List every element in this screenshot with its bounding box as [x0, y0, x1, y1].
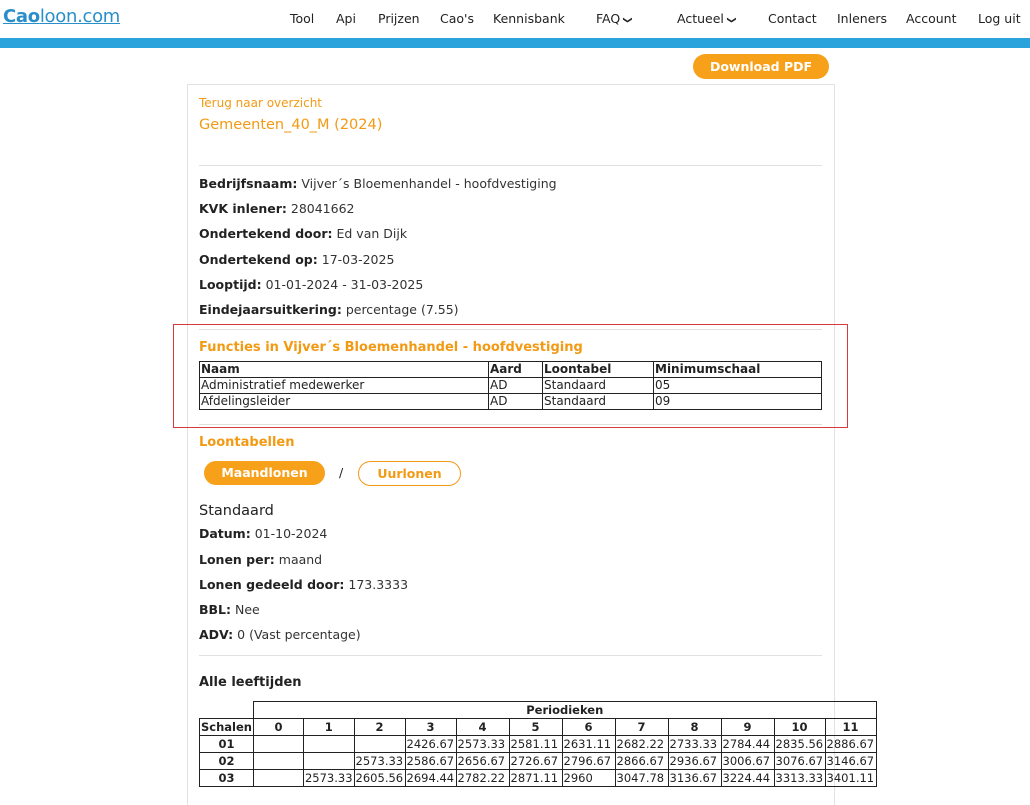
schaal-cell: 01 [200, 736, 254, 753]
periodieken-header: Periodieken [253, 702, 876, 719]
cell-aard: AD [489, 378, 543, 394]
cell-loontabel: Standaard [543, 378, 654, 394]
value-cell: 2573.33 [456, 736, 509, 753]
nav-tool[interactable]: Tool [290, 11, 315, 26]
value-cell: 2605.56 [355, 771, 404, 785]
adv-row: ADV: 0 (Vast percentage) [199, 627, 361, 642]
value-cell: 2960 [562, 770, 615, 787]
header-accent-bar [0, 38, 1030, 48]
value-cell: 2936.67 [668, 753, 721, 770]
col-header: 8 [668, 719, 721, 736]
ondertekend-door-row: Ondertekend door: Ed van Dijk [199, 226, 408, 241]
value-cell: 2426.67 [406, 737, 455, 751]
table-row [200, 770, 877, 787]
datum-row: Datum: 01-10-2024 [199, 526, 328, 541]
nav-inleners[interactable]: Inleners [837, 11, 888, 26]
alle-leeftijden-heading: Alle leeftijden [199, 675, 302, 690]
col-minimumschaal: Minimumschaal [654, 362, 822, 378]
value-cell: 2656.67 [456, 753, 509, 770]
empty-corner [200, 702, 254, 719]
schaal-cell: 02 [200, 753, 254, 770]
value-cell: 2573.33 [304, 771, 353, 785]
ondertekend-op-row: Ondertekend op: 17-03-2025 [199, 252, 395, 267]
toggle-separator: / [339, 465, 344, 480]
col-naam: Naam [200, 362, 489, 378]
value-cell [253, 770, 303, 787]
looptijd-row: Looptijd: 01-01-2024 - 31-03-2025 [199, 277, 424, 292]
value-cell: 2871.11 [509, 770, 562, 787]
value-cell [253, 736, 303, 753]
col-header: 7 [615, 719, 668, 736]
value-cell: 3047.78 [615, 770, 668, 787]
functies-heading: Functies in Vijver´s Bloemenhandel - hoofdvestiging [199, 340, 583, 355]
value-cell [303, 736, 354, 753]
value-cell: 2796.67 [562, 753, 615, 770]
chevron-down-icon: ❯ [725, 16, 736, 24]
bedrijfsnaam-row: Bedrijfsnaam: Vijver´s Bloemenhandel - hoofdvestiging [199, 176, 557, 191]
chevron-down-icon: ❯ [621, 16, 632, 24]
col-loontabel: Loontabel [543, 362, 654, 378]
divider [199, 424, 822, 425]
value-cell: 2682.22 [615, 736, 668, 753]
divider [199, 165, 822, 166]
cell-naam: Afdelingsleider [200, 394, 489, 410]
table-header-row [200, 362, 822, 378]
value-cell: 2581.11 [509, 736, 562, 753]
loontabel-table [199, 701, 877, 787]
nav-prijzen[interactable]: Prijzen [378, 11, 420, 26]
value-cell: 3224.44 [721, 770, 774, 787]
divider [199, 655, 822, 656]
value-cell [303, 753, 354, 770]
nav-faq[interactable]: FAQ ❯ [596, 11, 632, 26]
nav-api[interactable]: Api [336, 11, 356, 26]
value-cell: 2733.33 [668, 736, 721, 753]
table-header-row [200, 719, 877, 736]
nav-kennisbank[interactable]: Kennisbank [493, 11, 565, 26]
loontabellen-heading: Loontabellen [199, 435, 295, 450]
cell-minimumschaal: 05 [654, 378, 822, 394]
kvk-row: KVK inlener: 28041662 [199, 201, 355, 216]
value-cell: 3006.67 [721, 753, 774, 770]
col-header: 1 [303, 719, 354, 736]
uurlonen-button[interactable]: Uurlonen [358, 461, 461, 486]
value-cell: 2782.22 [456, 770, 509, 787]
value-cell: 2784.44 [721, 736, 774, 753]
table-row [200, 736, 877, 753]
value-cell: 3146.67 [826, 754, 875, 768]
schaal-cell: 03 [200, 770, 254, 787]
value-cell: 2573.33 [355, 754, 404, 768]
col-header: 9 [721, 719, 774, 736]
page-title: Gemeenten_40_M (2024) [199, 117, 383, 133]
nav-log-uit[interactable]: Log uit [978, 11, 1021, 26]
value-cell: 2835.56 [775, 737, 824, 751]
schalen-header: Schalen [201, 720, 252, 734]
value-cell: 2631.11 [562, 736, 615, 753]
table-header-row [200, 702, 877, 719]
eindejaar-row: Eindejaarsuitkering: percentage (7.55) [199, 302, 459, 317]
col-aard: Aard [489, 362, 543, 378]
table-row [200, 378, 822, 394]
col-header: 10 [774, 719, 825, 736]
value-cell: 3076.67 [775, 754, 824, 768]
value-cell: 3401.11 [826, 771, 875, 785]
table-row [200, 753, 877, 770]
top-navbar [0, 0, 1030, 38]
col-header: 5 [509, 719, 562, 736]
value-cell [354, 736, 405, 753]
nav-actueel[interactable]: Actueel ❯ [677, 11, 736, 26]
value-cell: 2586.67 [406, 754, 455, 768]
value-cell: 2694.44 [406, 771, 455, 785]
value-cell: 2726.67 [509, 753, 562, 770]
col-header: 0 [253, 719, 303, 736]
value-cell [253, 753, 303, 770]
cell-minimumschaal: 09 [654, 394, 822, 410]
functies-table [199, 361, 822, 410]
col-header: 11 [825, 719, 876, 736]
value-cell: 3136.67 [668, 770, 721, 787]
lonen-per-row: Lonen per: maand [199, 552, 323, 567]
cell-loontabel: Standaard [543, 394, 654, 410]
main-nav [0, 11, 1030, 29]
standaard-heading: Standaard [199, 503, 274, 519]
value-cell: 2866.67 [615, 753, 668, 770]
cell-aard: AD [489, 394, 543, 410]
col-header: 3 [405, 719, 456, 736]
table-row [200, 394, 822, 410]
gedeeld-row: Lonen gedeeld door: 173.3333 [199, 577, 409, 592]
download-pdf-button[interactable]: Download PDF [693, 54, 829, 79]
logo-link[interactable]: Caoloon.com [3, 6, 121, 27]
back-link[interactable]: Terug naar overzicht [199, 96, 323, 110]
value-cell: 3313.33 [775, 771, 824, 785]
nav-account[interactable]: Account [906, 11, 957, 26]
nav-contact[interactable]: Contact [768, 11, 817, 26]
nav-caos[interactable]: Cao's [440, 11, 474, 26]
col-header: 2 [354, 719, 405, 736]
cell-naam: Administratief medewerker [200, 378, 489, 394]
maandlonen-button[interactable]: Maandlonen [204, 461, 325, 485]
col-header: 4 [456, 719, 509, 736]
bbl-row: BBL: Nee [199, 602, 260, 617]
value-cell: 2886.67 [826, 737, 875, 751]
col-header: 6 [562, 719, 615, 736]
